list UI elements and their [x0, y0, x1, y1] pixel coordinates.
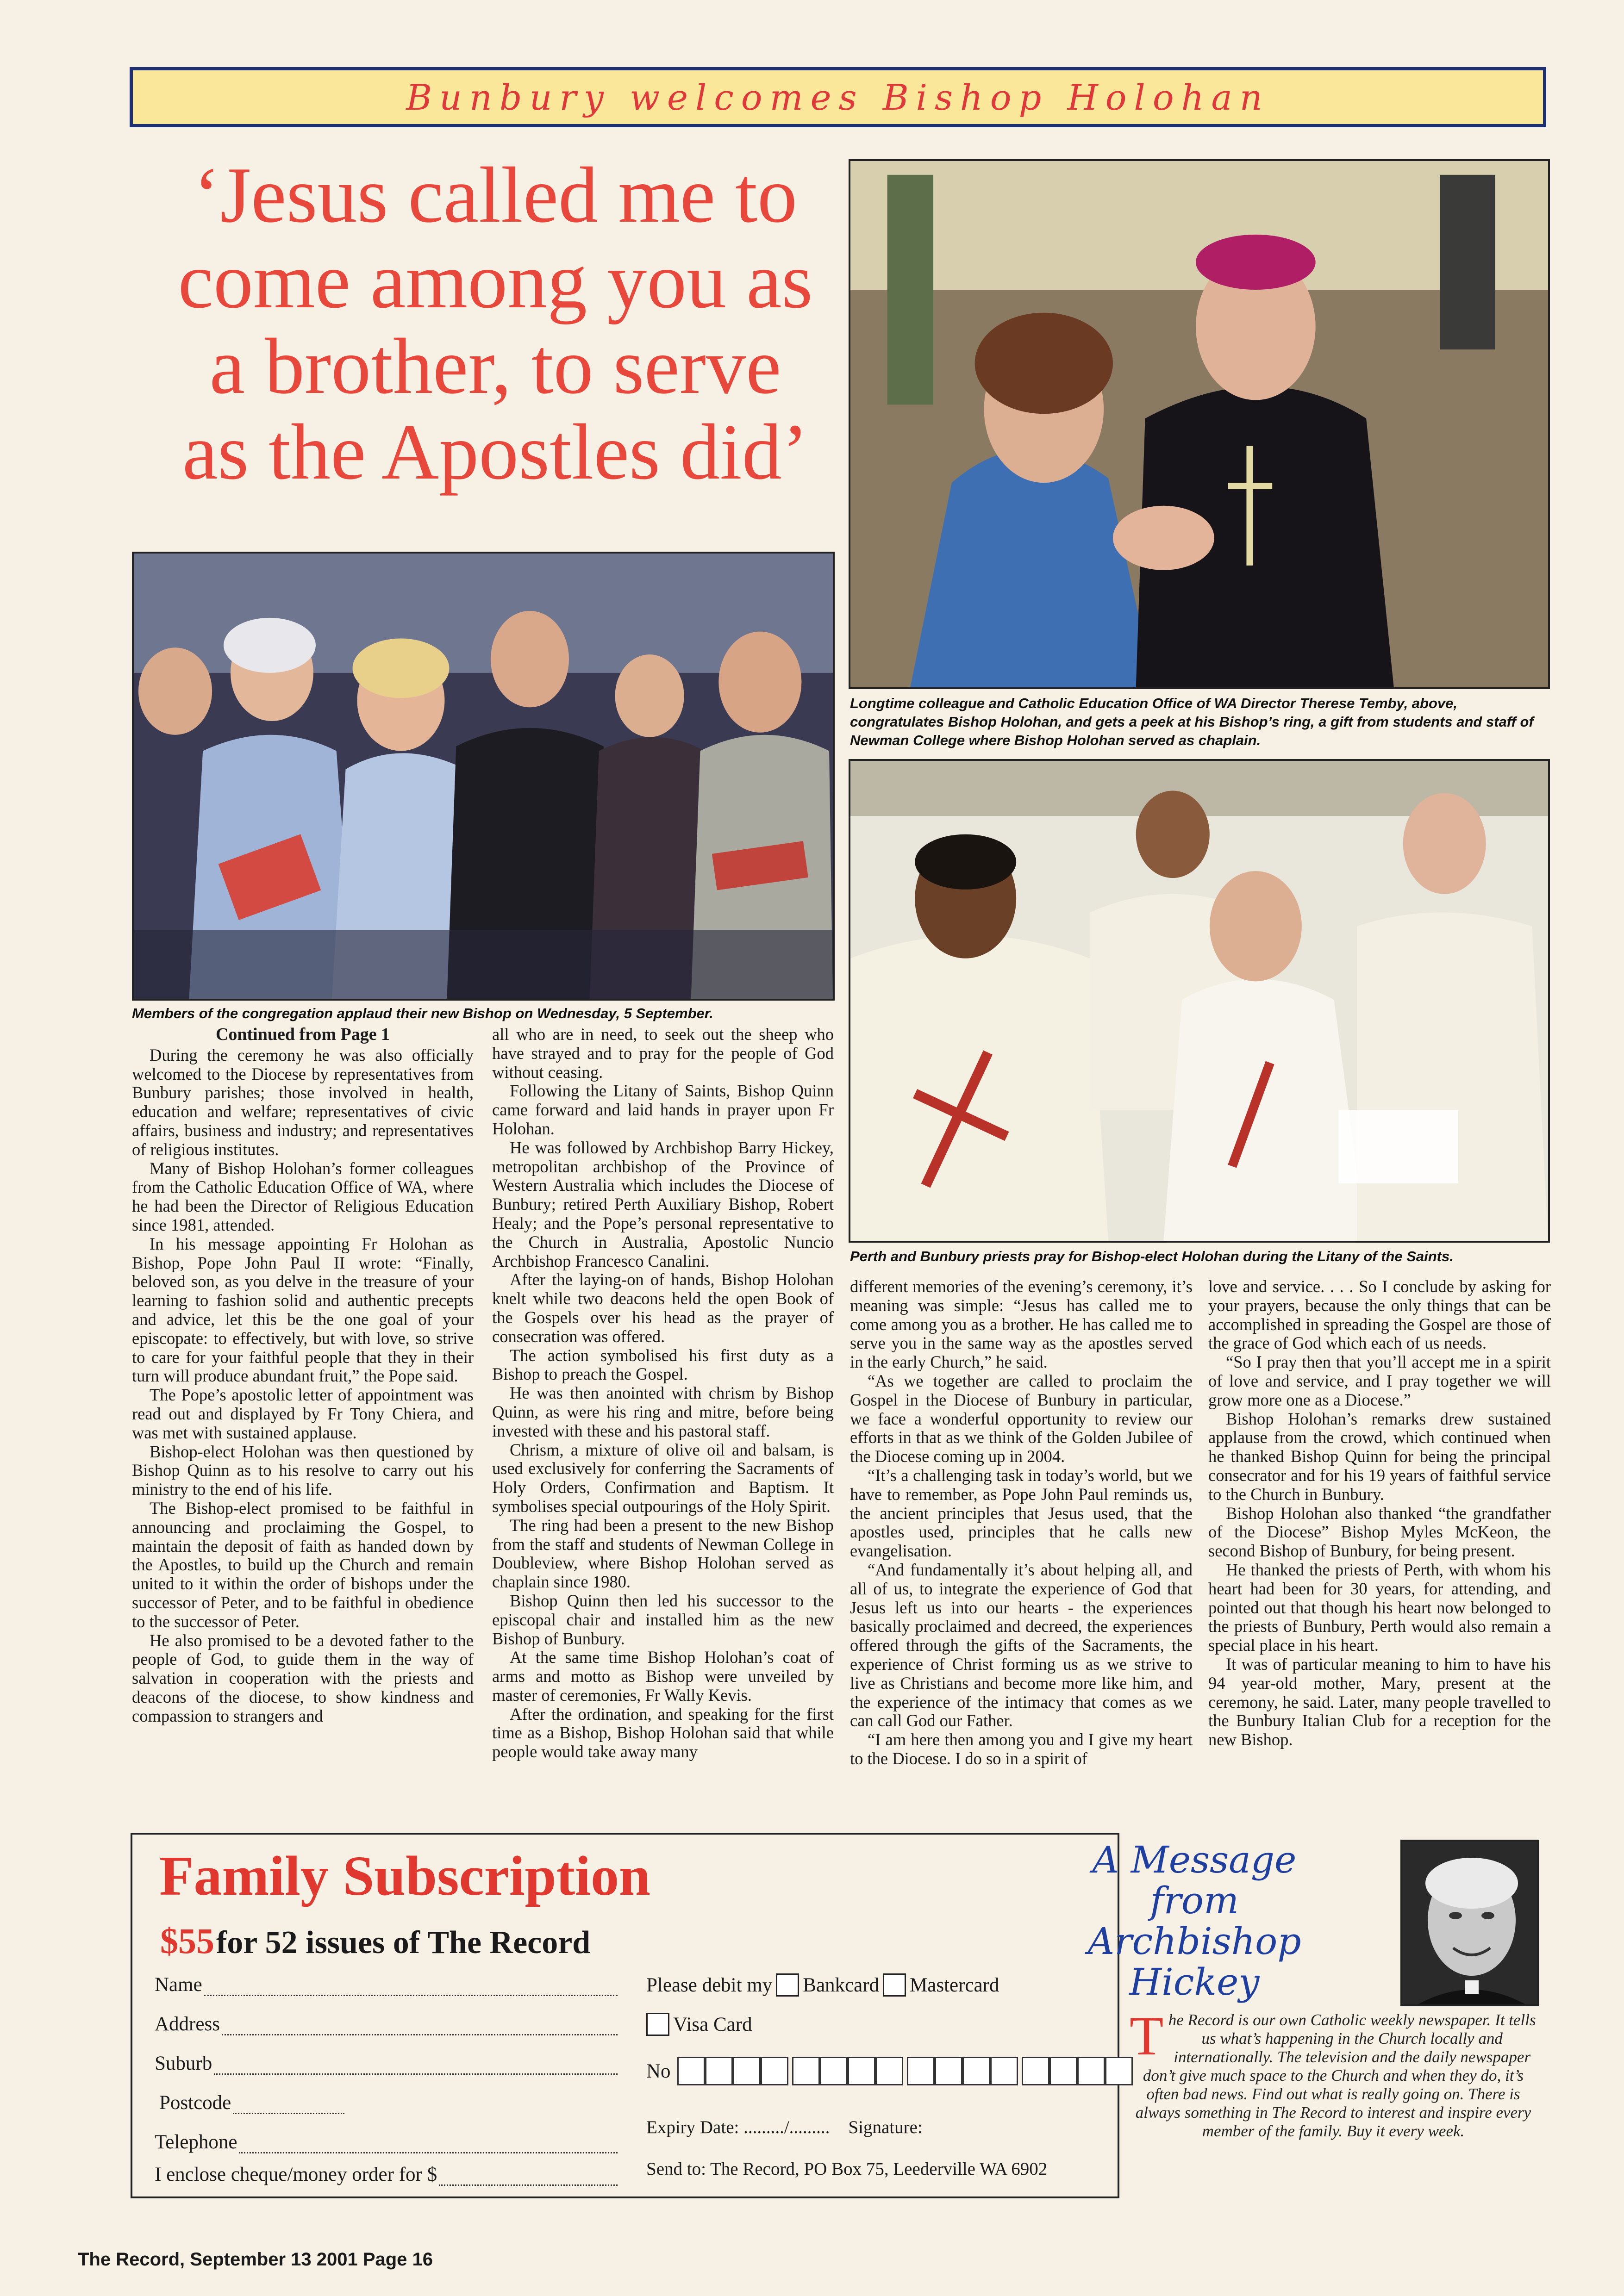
paragraph: Many of Bishop Holohan’s former colleagues from the Catholic Education Office of WA, where he had been the Director of Religious Education since 1981, attended. [132, 1158, 474, 1234]
paragraph: The action symbolised his first duty as a Bishop to preach the Gospel. [492, 1345, 834, 1384]
message-title [1074, 1840, 1315, 2003]
message-text: he Record is our own Catholic weekly newspaper. It tells us what’s happening in the Church locally and internationally. The television and the daily newspaper don’t give much space to the Church and when they do, it’s often bad news. Find out what is really going on. There is always something in The Record to interest and inspire every member of the family. Buy it every week. [1135, 2011, 1536, 2140]
debit-options [646, 1973, 999, 1997]
card-digit-box[interactable] [1077, 2057, 1105, 2085]
paragraph: “And fundamentally it’s about helping all, and all of us, to integrate the experience of God that Jesus left us into our hearts - the experiences basically proclaimed and decreed, the experiences offered through the gifts of the Sacraments, the experience of Christ forming us as we strive to live as Christians and become more like him, and the experience of the intimacy that comes as we can call God our Father. [850, 1560, 1193, 1730]
postcode-label: Postcode [159, 2092, 231, 2114]
visa-option [646, 2013, 752, 2036]
card-number-label: No [646, 2060, 671, 2082]
card-digit-box[interactable] [761, 2057, 788, 2085]
paragraph: Bishop Quinn then led his successor to the episcopal chair and installed him as the new Bishop of Bunbury. [492, 1591, 834, 1648]
card-digit-box[interactable] [1105, 2057, 1133, 2085]
paragraph: He was followed by Archbishop Barry Hickey, metropolitan archbishop of the Province of Western Australia which includes the Diocese of Bunbury; retired Perth Auxiliary Bishop, Robert Healy; and the Pope’s personal representative to the Church in Australia, Apostolic Nuncio Archbishop Francesco Canalini. [492, 1138, 834, 1270]
paragraph: different memories of the evening’s ceremony, it’s meaning was simple: “Jesus has called me to come among you as a brother. He has called me to serve you in the same way as the apostles served in the early Church,” he said. [850, 1277, 1193, 1372]
continued-label: Continued from Page 1 [215, 1025, 390, 1044]
message-dropcap: T [1130, 2005, 1164, 2066]
banner-text: Bunbury welcomes Bishop Holohan [406, 76, 1270, 118]
article-column-4 [1208, 1277, 1551, 1821]
telephone-label: Telephone [155, 2131, 237, 2153]
article-column-2 [492, 1025, 834, 1821]
suburb-field[interactable] [155, 2052, 618, 2075]
card-digit-box[interactable] [1022, 2057, 1049, 2085]
page-footer: The Record, September 13 2001 Page 16 [78, 2249, 433, 2270]
paragraph: all who are in need, to seek out the sheep who have strayed and to pray for the people of God without ceasing. [492, 1025, 834, 1082]
paragraph: After the laying-on of hands, Bishop Holohan knelt while two deacons held the open Book of the Gospels over his head as the prayer of consecration was offered. [492, 1270, 834, 1346]
send-to-label: Send to: The Record, PO Box 75, Leederville WA 6902 [646, 2159, 1048, 2179]
mastercard-checkbox[interactable] [883, 1973, 906, 1997]
card-digit-box[interactable] [820, 2057, 848, 2085]
paragraph: It was of particular meaning to him to have his 94 year-old mother, Mary, present at the ceremony, he said. Later, many people travelled to the Bunbury Italian Club for a reception for the new Bishop. [1208, 1654, 1551, 1749]
paragraph: “As we together are called to proclaim the Gospel in the Diocese of Bunbury in particular, we face a wonderful opportunity to review our efforts in that as we think of the Golden Jubilee of the Diocese coming up in 2004. [850, 1371, 1193, 1466]
section-banner [130, 67, 1546, 127]
temby-caption: Longtime colleague and Catholic Education Office of WA Director Therese Temby, above, congratulates Bishop Holohan, and gets a peek at his Bishop’s ring, a gift from students and staff of Newman College where Bishop Holohan served as chaplain. [850, 695, 1534, 748]
card-digit-box[interactable] [733, 2057, 761, 2085]
card-digit-box[interactable] [935, 2057, 962, 2085]
price-description: for 52 issues of The Record [216, 1925, 591, 1960]
telephone-field[interactable] [155, 2131, 618, 2153]
paragraph: Bishop Holohan’s remarks drew sustained applause from the crowd, which continued when he thanked Bishop Quinn for being the principal consecrator and for his 19 years of faithful service to the Church in Bunbury. [1208, 1409, 1551, 1504]
article-column-1 [132, 1025, 474, 1821]
paragraph: The ring had been a present to the new Bishop from the staff and students of Newman College in Doubleview, where Bishop Holohan served as chaplain since 1980. [492, 1515, 834, 1592]
card-digit-box[interactable] [1049, 2057, 1077, 2085]
address-field[interactable] [155, 2013, 618, 2035]
card-digit-box[interactable] [990, 2057, 1018, 2085]
card-number-boxes[interactable] [677, 2057, 1133, 2085]
paragraph: He was then anointed with chrism by Bishop Quinn, as were his ring and mitre, before being invested with these and his pastoral staff. [492, 1383, 834, 1440]
card-digit-box[interactable] [907, 2057, 935, 2085]
priests-photo [849, 759, 1550, 1243]
expiry-signature-row[interactable] [646, 2117, 923, 2138]
postcode-field[interactable] [159, 2091, 344, 2114]
paragraph: “I am here then among you and I give my heart to the Diocese. I do so in a spirit of [850, 1730, 1193, 1768]
article-column-3 [850, 1277, 1193, 1821]
paragraph: Chrism, a mixture of olive oil and balsam, is used exclusively for conferring the Sacraments of Holy Orders, Confirmation and Baptism. It symbolises special outpourings of the Holy Spirit. [492, 1440, 834, 1516]
card-digit-box[interactable] [962, 2057, 990, 2085]
bankcard-label: Bankcard [803, 1974, 880, 1996]
visa-checkbox[interactable] [646, 2013, 669, 2036]
cheque-field[interactable] [155, 2163, 618, 2186]
paragraph: Bishop-elect Holohan was then questioned by Bishop Quinn as to his resolve to carry out his ministry to the end of his life. [132, 1442, 474, 1499]
paragraph: “It’s a challenging task in today’s world, but we have to remember, as Pope John Paul reminds us, the ancient principles that Jesus used, that the apostles used, principles that he calls new evangelisation. [850, 1465, 1193, 1561]
bankcard-checkbox[interactable] [776, 1973, 799, 1997]
paragraph: He thanked the priests of Perth, with whom his heart had been for 30 years, for attending, and pointed out that though his heart now belonged to the priests of Bunbury, Perth would also remain a special place in his heart. [1208, 1560, 1551, 1655]
send-to-address [646, 2159, 1047, 2179]
paragraph: After the ordination, and speaking for the first time as a Bishop, Bishop Holohan said that while people would take away many [492, 1704, 834, 1761]
card-digit-box[interactable] [677, 2057, 705, 2085]
paragraph: Bishop Holohan also thanked “the grandfather of the Diocese” Bishop Myles McKeon, the second Bishop of Bunbury, for being present. [1208, 1503, 1551, 1561]
card-digit-box[interactable] [705, 2057, 733, 2085]
message-title-line: from [1150, 1879, 1239, 1922]
congregation-photo [132, 552, 835, 1001]
card-number-field [646, 2057, 1133, 2085]
subscription-price [160, 1920, 590, 1962]
paragraph: At the same time Bishop Holohan’s coat of arms and motto as Bishop were unveiled by master of ceremonies, Fr Wally Kevis. [492, 1648, 834, 1705]
suburb-label: Suburb [155, 2053, 212, 2074]
temby-photo [849, 159, 1550, 689]
congregation-caption: Members of the congregation applaud their new Bishop on Wednesday, 5 September. [132, 1005, 713, 1021]
paragraph: In his message appointing Fr Holohan as Bishop, Pope John Paul II wrote: “Finally, beloved son, as you delve in the treasure of your learning to fashion solid and authentic precepts and advice, let this be the one goal of your episcopate: to effectively, but with love, so strive to care for your faithful people that they in their turn will produce abundant fruit,” the Pope said. [132, 1234, 474, 1386]
headline [153, 153, 838, 541]
paragraph: He also promised to be a devoted father to the people of God, to guide them in the way of salvation in cooperation with the priests and deacons of the diocese, to show kindness and compassion to strangers and [132, 1630, 474, 1725]
name-label: Name [155, 1974, 202, 1996]
debit-label: Please debit my [646, 1974, 773, 1996]
name-field[interactable] [155, 1973, 618, 1996]
headline-line: a brother, to serve [209, 323, 781, 411]
mastercard-label: Mastercard [910, 1974, 999, 1996]
card-digit-box[interactable] [848, 2057, 875, 2085]
headline-line: come among you as [178, 237, 813, 325]
paragraph: The Bishop-elect promised to be faithful in announcing and proclaiming the Gospel, to maintain the deposit of faith as handed down by the Apostles, to build up the Church and remain united to it within the order of bishops under the successor of Peter, and to be faithful in obedience to the successor of Peter. [132, 1498, 474, 1631]
message-title-line: Archbishop [1087, 1920, 1301, 1963]
paragraph: “So I pray then that you’ll accept me in a spirit of love and service, and I pray together we will grow more one as a Diocese.” [1208, 1352, 1551, 1409]
paragraph: During the ceremony he was also officially welcomed to the Diocese by representatives from Bunbury parishes; those involved in health, education and welfare; representatives of civic affairs, business and industry; and representatives of religious institutes. [132, 1045, 474, 1159]
address-label: Address [155, 2013, 220, 2035]
card-digit-box[interactable] [875, 2057, 903, 2085]
message-body [1130, 2005, 1537, 2140]
priests-caption: Perth and Bunbury priests pray for Bishop-elect Holohan during the Litany of the Saints. [850, 1248, 1454, 1264]
paragraph: The Pope’s apostolic letter of appointment was read out and displayed by Fr Tony Chiera, and was met with sustained applause. [132, 1385, 474, 1442]
cheque-label: I enclose cheque/money order for $ [155, 2164, 437, 2185]
price-amount: $55 [160, 1921, 214, 1961]
headline-line: ‘Jesus called me to [194, 151, 797, 239]
signature-label: Signature: [848, 2117, 923, 2137]
subscription-title: Family Subscription [159, 1845, 650, 1907]
card-digit-box[interactable] [792, 2057, 820, 2085]
message-title-line: A Message [1092, 1838, 1297, 1881]
archbishop-portrait [1400, 1840, 1539, 2006]
message-title-line: Hickey [1129, 1960, 1260, 2004]
paragraph: Following the Litany of Saints, Bishop Quinn came forward and laid hands in prayer upon Fr Holohan. [492, 1081, 834, 1138]
subscription-form [131, 1833, 1119, 2198]
visa-label: Visa Card [673, 2014, 752, 2035]
paragraph: love and service. . . . So I conclude by asking for your prayers, because the only things that can be accomplished in spreading the Gospel are those of the grace of God which each of us needs. [1208, 1277, 1551, 1353]
expiry-label: Expiry Date: ........./......... [646, 2117, 830, 2137]
headline-line: as the Apostles did’ [182, 408, 808, 496]
